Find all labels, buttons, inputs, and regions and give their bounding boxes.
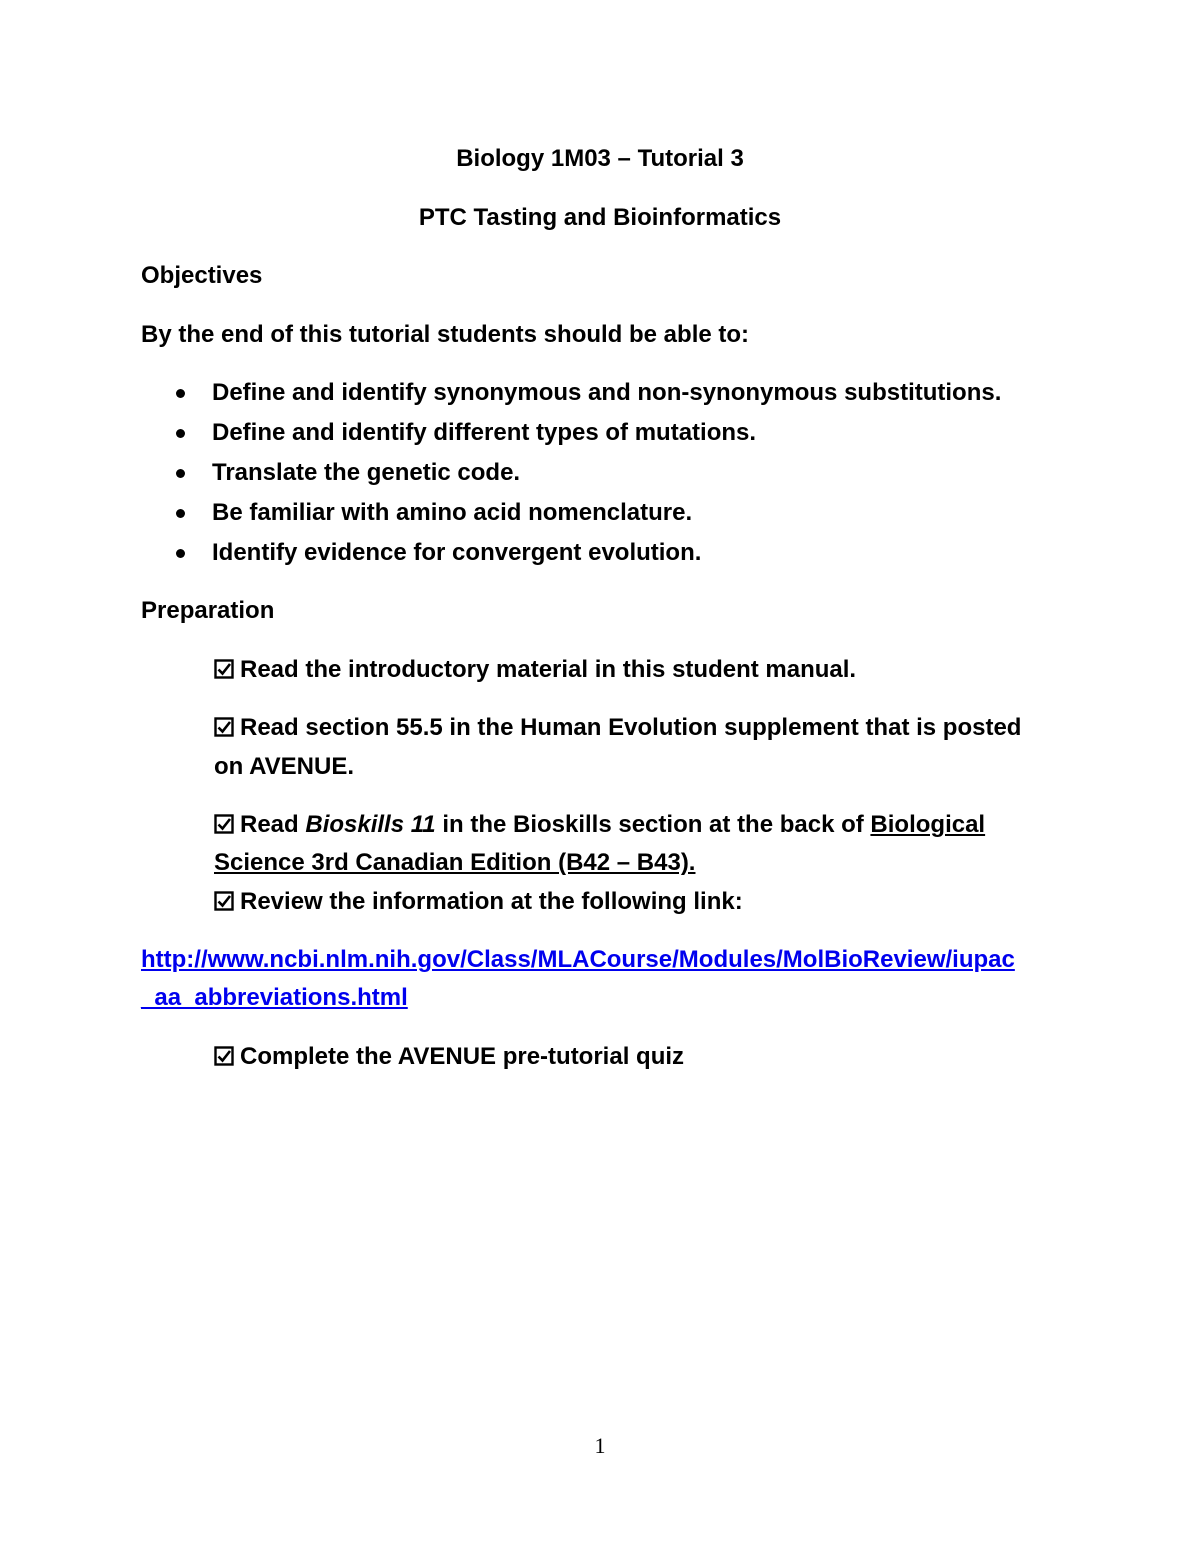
prep-item-read-bioskills xyxy=(214,810,985,840)
ncbi-link[interactable]: http://www.ncbi.nlm.nih.gov/Class/MLACourse/Modules/MolBioReview/iupac xyxy=(141,946,1015,973)
objective-text: Define and identify synonymous and non-synonymous substitutions. xyxy=(212,379,1002,406)
list-item xyxy=(170,418,1001,458)
bullet-dot-icon xyxy=(176,429,185,438)
prep-item-text-continued: on AVENUE. xyxy=(214,753,355,780)
bullet-dot-icon xyxy=(176,469,185,478)
book-title: Biological xyxy=(870,811,986,838)
objective-text: Be familiar with amino acid nomenclature. xyxy=(212,499,693,526)
objective-text: Identify evidence for convergent evolution. xyxy=(212,539,702,566)
list-item xyxy=(170,498,1001,538)
bioskills-reference: Bioskills 11 xyxy=(305,811,436,838)
page-number: 1 xyxy=(594,1433,606,1458)
prep-item-read-manual xyxy=(214,655,856,685)
prep-item-review-link xyxy=(214,887,743,917)
objective-text: Define and identify different types of mutations. xyxy=(212,419,757,446)
book-title-continued: Science 3rd Canadian Edition (B42 – B43). xyxy=(214,849,696,876)
prep-item-text: Complete the AVENUE pre-tutorial quiz xyxy=(240,1043,685,1070)
ncbi-link-line-2[interactable] xyxy=(141,983,408,1013)
prep-item-read-section xyxy=(214,713,1021,743)
prep-item-quiz xyxy=(214,1042,684,1072)
checked-box-icon xyxy=(214,1046,234,1066)
objectives-intro: By the end of this tutorial students should be able to: xyxy=(141,321,750,348)
preparation-heading: Preparation xyxy=(141,597,275,624)
ncbi-link-line-1[interactable] xyxy=(141,945,1015,975)
checked-box-icon xyxy=(214,659,234,679)
objectives-heading: Objectives xyxy=(141,262,263,289)
objective-text: Translate the genetic code. xyxy=(212,459,521,486)
ncbi-link-continued[interactable]: _aa_abbreviations.html xyxy=(141,984,408,1011)
prep-item-text: Read xyxy=(240,811,306,838)
bullet-dot-icon xyxy=(176,549,185,558)
list-item xyxy=(170,378,1001,418)
document-subtitle: PTC Tasting and Bioinformatics xyxy=(418,204,782,231)
checked-box-icon xyxy=(214,891,234,911)
checked-box-icon xyxy=(214,814,234,834)
bullet-dot-icon xyxy=(176,509,185,518)
prep-item-text: Review the information at the following link: xyxy=(240,888,743,915)
prep-item-text: Read the introductory material in this student manual. xyxy=(240,656,857,683)
bullet-dot-icon xyxy=(176,389,185,398)
document-title: Biology 1M03 – Tutorial 3 xyxy=(456,145,744,172)
prep-item-text: in the Bioskills section at the back of xyxy=(435,811,871,838)
checked-box-icon xyxy=(214,717,234,737)
objectives-list xyxy=(170,378,1001,578)
list-item xyxy=(170,538,1001,578)
list-item xyxy=(170,458,1001,498)
prep-item-text: Read section 55.5 in the Human Evolution supplement that is posted xyxy=(240,714,1022,741)
